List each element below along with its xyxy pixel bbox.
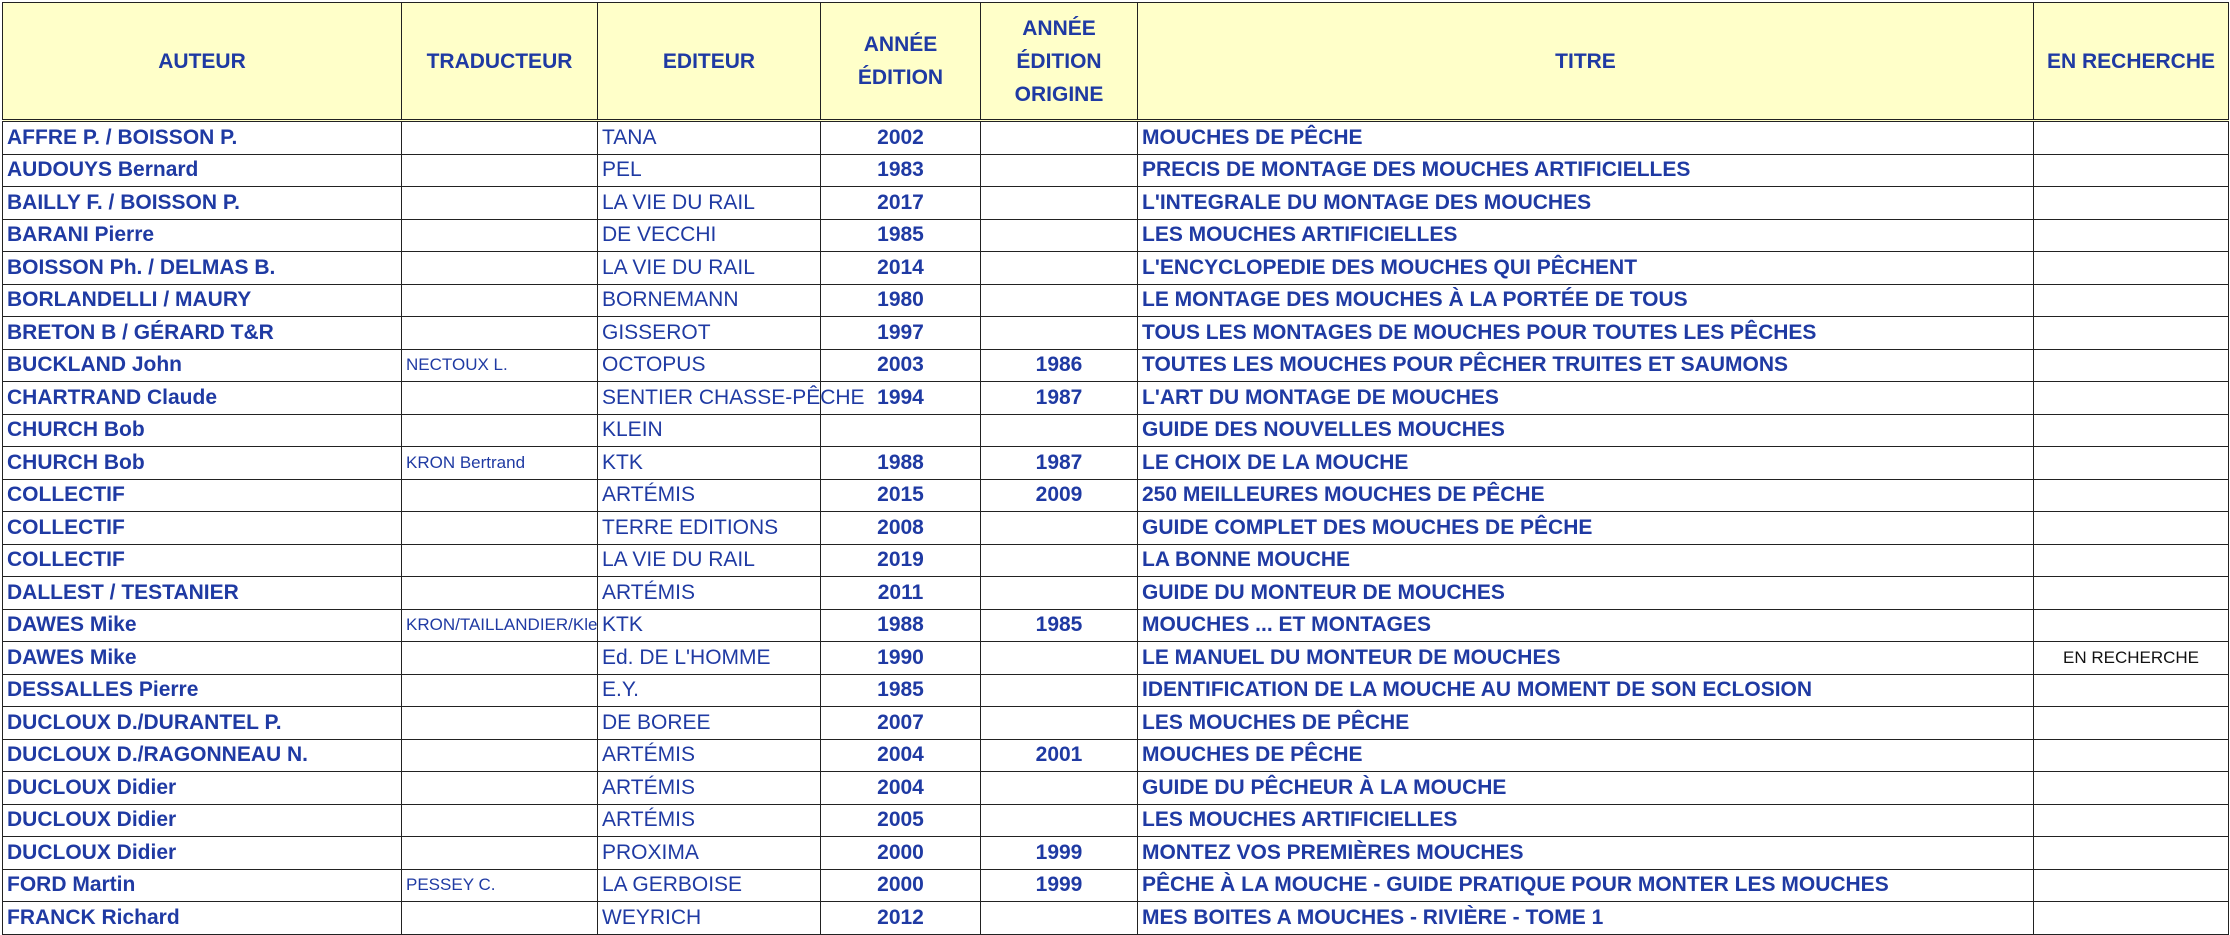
cell-traducteur[interactable] xyxy=(402,187,598,220)
cell-en-recherche[interactable] xyxy=(2034,739,2229,772)
cell-en-recherche[interactable] xyxy=(2034,902,2229,935)
cell-annee-edition[interactable]: 2005 xyxy=(821,804,981,837)
cell-auteur[interactable]: DUCLOUX Didier xyxy=(3,772,402,805)
cell-traducteur[interactable]: PESSEY C. xyxy=(402,869,598,902)
header-en-recherche[interactable]: EN RECHERCHE xyxy=(2034,3,2229,121)
cell-en-recherche[interactable] xyxy=(2034,609,2229,642)
cell-editeur[interactable]: ARTÉMIS xyxy=(598,577,821,610)
cell-en-recherche[interactable] xyxy=(2034,414,2229,447)
table-row[interactable] xyxy=(3,382,2229,415)
cell-titre[interactable]: PÊCHE À LA MOUCHE - GUIDE PRATIQUE POUR MONTER LES MOUCHES xyxy=(1138,869,2034,902)
cell-traducteur[interactable] xyxy=(402,284,598,317)
cell-annee-origine[interactable] xyxy=(981,154,1138,187)
cell-annee-origine[interactable] xyxy=(981,642,1138,675)
table-row[interactable] xyxy=(3,284,2229,317)
table-row[interactable] xyxy=(3,187,2229,220)
cell-annee-origine[interactable] xyxy=(981,902,1138,935)
cell-en-recherche[interactable] xyxy=(2034,674,2229,707)
cell-traducteur[interactable] xyxy=(402,577,598,610)
cell-annee-origine[interactable] xyxy=(981,674,1138,707)
cell-traducteur[interactable] xyxy=(402,544,598,577)
header-auteur[interactable]: AUTEUR xyxy=(3,3,402,121)
cell-titre[interactable]: LES MOUCHES ARTIFICIELLES xyxy=(1138,219,2034,252)
cell-annee-edition[interactable]: 2014 xyxy=(821,252,981,285)
cell-traducteur[interactable] xyxy=(402,252,598,285)
cell-auteur[interactable]: AUDOUYS Bernard xyxy=(3,154,402,187)
cell-annee-origine[interactable] xyxy=(981,804,1138,837)
table-row[interactable] xyxy=(3,544,2229,577)
table-row[interactable] xyxy=(3,609,2229,642)
cell-en-recherche[interactable] xyxy=(2034,349,2229,382)
cell-annee-edition[interactable]: 2004 xyxy=(821,739,981,772)
cell-annee-origine[interactable]: 2009 xyxy=(981,479,1138,512)
cell-annee-edition[interactable]: 2002 xyxy=(821,121,981,155)
cell-titre[interactable]: LES MOUCHES ARTIFICIELLES xyxy=(1138,804,2034,837)
cell-editeur[interactable]: WEYRICH xyxy=(598,902,821,935)
cell-auteur[interactable]: BOISSON Ph. / DELMAS B. xyxy=(3,252,402,285)
cell-auteur[interactable]: COLLECTIF xyxy=(3,512,402,545)
header-annee-origine-line-2: ÉDITION xyxy=(1016,49,1102,73)
cell-annee-origine[interactable] xyxy=(981,187,1138,220)
cell-titre[interactable]: GUIDE DES NOUVELLES MOUCHES xyxy=(1138,414,2034,447)
cell-en-recherche[interactable] xyxy=(2034,544,2229,577)
cell-titre[interactable]: MOUCHES DE PÊCHE xyxy=(1138,739,2034,772)
cell-titre[interactable]: GUIDE DU MONTEUR DE MOUCHES xyxy=(1138,577,2034,610)
cell-auteur[interactable]: DESSALLES Pierre xyxy=(3,674,402,707)
cell-titre[interactable]: MONTEZ VOS PREMIÈRES MOUCHES xyxy=(1138,837,2034,870)
header-traducteur[interactable]: TRADUCTEUR xyxy=(402,3,598,121)
cell-traducteur[interactable] xyxy=(402,414,598,447)
cell-titre[interactable]: LE MONTAGE DES MOUCHES À LA PORTÉE DE TOUS xyxy=(1138,284,2034,317)
cell-auteur[interactable]: BORLANDELLI / MAURY xyxy=(3,284,402,317)
table-row[interactable] xyxy=(3,154,2229,187)
cell-annee-edition[interactable]: 2011 xyxy=(821,577,981,610)
cell-en-recherche[interactable] xyxy=(2034,512,2229,545)
cell-auteur[interactable]: DAWES Mike xyxy=(3,642,402,675)
cell-editeur[interactable]: ARTÉMIS xyxy=(598,479,821,512)
cell-annee-edition[interactable]: 2000 xyxy=(821,837,981,870)
cell-auteur[interactable]: DUCLOUX Didier xyxy=(3,804,402,837)
table-row[interactable] xyxy=(3,674,2229,707)
header-annee-origine-line-1: ANNÉE xyxy=(1022,16,1096,40)
table-row[interactable] xyxy=(3,739,2229,772)
cell-editeur[interactable]: BORNEMANN xyxy=(598,284,821,317)
cell-editeur[interactable]: E.Y. xyxy=(598,674,821,707)
cell-auteur[interactable]: FORD Martin xyxy=(3,869,402,902)
cell-annee-edition[interactable]: 2007 xyxy=(821,707,981,740)
cell-editeur[interactable]: LA VIE DU RAIL xyxy=(598,544,821,577)
cell-traducteur[interactable] xyxy=(402,674,598,707)
cell-annee-edition[interactable]: 1994 xyxy=(821,382,981,415)
table-row[interactable] xyxy=(3,837,2229,870)
cell-auteur[interactable]: FRANCK Richard xyxy=(3,902,402,935)
cell-titre[interactable]: MOUCHES DE PÊCHE xyxy=(1138,121,2034,155)
cell-annee-origine[interactable] xyxy=(981,772,1138,805)
books-table xyxy=(2,2,2229,935)
cell-annee-origine[interactable] xyxy=(981,284,1138,317)
cell-annee-edition[interactable]: 1983 xyxy=(821,154,981,187)
cell-titre[interactable]: MES BOITES A MOUCHES - RIVIÈRE - TOME 1 xyxy=(1138,902,2034,935)
table-row[interactable] xyxy=(3,642,2229,675)
cell-traducteur[interactable]: NECTOUX L. xyxy=(402,349,598,382)
cell-titre[interactable]: 250 MEILLEURES MOUCHES DE PÊCHE xyxy=(1138,479,2034,512)
cell-auteur[interactable]: DAWES Mike xyxy=(3,609,402,642)
cell-en-recherche[interactable] xyxy=(2034,252,2229,285)
cell-annee-edition[interactable]: 2015 xyxy=(821,479,981,512)
cell-annee-edition[interactable]: 1985 xyxy=(821,674,981,707)
cell-traducteur[interactable] xyxy=(402,219,598,252)
cell-auteur[interactable]: BRETON B / GÉRARD T&R xyxy=(3,317,402,350)
cell-titre[interactable]: L'ART DU MONTAGE DE MOUCHES xyxy=(1138,382,2034,415)
cell-en-recherche[interactable] xyxy=(2034,707,2229,740)
cell-editeur[interactable]: ARTÉMIS xyxy=(598,772,821,805)
table-row[interactable] xyxy=(3,317,2229,350)
cell-annee-origine[interactable]: 1987 xyxy=(981,382,1138,415)
cell-en-recherche[interactable] xyxy=(2034,772,2229,805)
cell-annee-origine[interactable]: 1999 xyxy=(981,837,1138,870)
cell-editeur[interactable]: ARTÉMIS xyxy=(598,804,821,837)
cell-editeur[interactable]: GISSEROT xyxy=(598,317,821,350)
cell-traducteur[interactable] xyxy=(402,317,598,350)
cell-en-recherche[interactable] xyxy=(2034,382,2229,415)
cell-annee-origine[interactable] xyxy=(981,317,1138,350)
cell-annee-origine[interactable]: 2001 xyxy=(981,739,1138,772)
cell-annee-edition[interactable]: 1990 xyxy=(821,642,981,675)
table-row[interactable] xyxy=(3,479,2229,512)
table-row[interactable] xyxy=(3,772,2229,805)
table-row[interactable] xyxy=(3,121,2229,155)
cell-editeur[interactable]: PROXIMA xyxy=(598,837,821,870)
cell-en-recherche[interactable]: EN RECHERCHE xyxy=(2034,642,2229,675)
cell-titre[interactable]: PRECIS DE MONTAGE DES MOUCHES ARTIFICIELLES xyxy=(1138,154,2034,187)
cell-titre[interactable]: IDENTIFICATION DE LA MOUCHE AU MOMENT DE SON ECLOSION xyxy=(1138,674,2034,707)
cell-en-recherche[interactable] xyxy=(2034,479,2229,512)
cell-editeur[interactable]: Ed. DE L'HOMME xyxy=(598,642,821,675)
cell-editeur[interactable]: OCTOPUS xyxy=(598,349,821,382)
cell-annee-origine[interactable] xyxy=(981,707,1138,740)
table-row[interactable] xyxy=(3,447,2229,480)
cell-auteur[interactable]: AFFRE P. / BOISSON P. xyxy=(3,121,402,155)
cell-en-recherche[interactable] xyxy=(2034,804,2229,837)
cell-auteur[interactable]: COLLECTIF xyxy=(3,544,402,577)
cell-editeur[interactable]: TANA xyxy=(598,121,821,155)
cell-en-recherche[interactable] xyxy=(2034,869,2229,902)
cell-titre[interactable]: LES MOUCHES DE PÊCHE xyxy=(1138,707,2034,740)
cell-annee-origine[interactable]: 1987 xyxy=(981,447,1138,480)
cell-traducteur[interactable] xyxy=(402,837,598,870)
cell-traducteur[interactable] xyxy=(402,739,598,772)
cell-traducteur[interactable] xyxy=(402,902,598,935)
cell-titre[interactable]: GUIDE DU PÊCHEUR À LA MOUCHE xyxy=(1138,772,2034,805)
cell-editeur[interactable]: SENTIER CHASSE-PÊCHE xyxy=(598,382,821,415)
table-row[interactable] xyxy=(3,252,2229,285)
cell-annee-edition[interactable]: 2008 xyxy=(821,512,981,545)
table-row[interactable] xyxy=(3,219,2229,252)
cell-annee-origine[interactable] xyxy=(981,252,1138,285)
cell-annee-origine[interactable]: 1986 xyxy=(981,349,1138,382)
cell-annee-edition[interactable]: 1988 xyxy=(821,447,981,480)
header-annee-edition[interactable] xyxy=(821,3,981,121)
cell-editeur[interactable]: PEL xyxy=(598,154,821,187)
cell-auteur[interactable]: BARANI Pierre xyxy=(3,219,402,252)
cell-editeur[interactable]: LA GERBOISE xyxy=(598,869,821,902)
cell-en-recherche[interactable] xyxy=(2034,447,2229,480)
cell-annee-edition[interactable]: 2000 xyxy=(821,869,981,902)
table-row[interactable] xyxy=(3,707,2229,740)
cell-editeur[interactable]: ARTÉMIS xyxy=(598,739,821,772)
cell-traducteur[interactable] xyxy=(402,512,598,545)
cell-annee-edition[interactable]: 1980 xyxy=(821,284,981,317)
cell-en-recherche[interactable] xyxy=(2034,121,2229,155)
cell-traducteur[interactable] xyxy=(402,121,598,155)
table-row[interactable] xyxy=(3,414,2229,447)
cell-editeur[interactable]: KTK xyxy=(598,447,821,480)
header-annee-origine-line-3: ORIGINE xyxy=(1014,82,1104,106)
cell-annee-origine[interactable] xyxy=(981,512,1138,545)
table-row[interactable] xyxy=(3,804,2229,837)
cell-auteur[interactable]: DUCLOUX D./RAGONNEAU N. xyxy=(3,739,402,772)
cell-titre[interactable]: MOUCHES ... ET MONTAGES xyxy=(1138,609,2034,642)
cell-en-recherche[interactable] xyxy=(2034,154,2229,187)
cell-en-recherche[interactable] xyxy=(2034,219,2229,252)
cell-traducteur[interactable] xyxy=(402,154,598,187)
header-editeur[interactable]: EDITEUR xyxy=(598,3,821,121)
cell-traducteur[interactable]: KRON/TAILLANDIER/Kle xyxy=(402,609,598,642)
cell-annee-edition[interactable]: 1985 xyxy=(821,219,981,252)
cell-annee-edition[interactable]: 2004 xyxy=(821,772,981,805)
cell-auteur[interactable]: DUCLOUX D./DURANTEL P. xyxy=(3,707,402,740)
cell-en-recherche[interactable] xyxy=(2034,284,2229,317)
cell-traducteur[interactable] xyxy=(402,707,598,740)
cell-annee-origine[interactable] xyxy=(981,414,1138,447)
cell-annee-edition[interactable]: 2003 xyxy=(821,349,981,382)
header-annee-edition-origine[interactable] xyxy=(981,3,1138,121)
header-annee-edition-line-1: ANNÉE xyxy=(863,33,938,56)
cell-auteur[interactable]: CHURCH Bob xyxy=(3,447,402,480)
cell-traducteur[interactable] xyxy=(402,642,598,675)
cell-annee-edition[interactable]: 1997 xyxy=(821,317,981,350)
cell-annee-edition[interactable]: 2012 xyxy=(821,902,981,935)
header-annee-edition-line-2: ÉDITION xyxy=(857,66,944,89)
cell-editeur[interactable]: DE BOREE xyxy=(598,707,821,740)
cell-auteur[interactable]: DALLEST / TESTANIER xyxy=(3,577,402,610)
cell-titre[interactable]: LE CHOIX DE LA MOUCHE xyxy=(1138,447,2034,480)
cell-editeur[interactable]: DE VECCHI xyxy=(598,219,821,252)
cell-en-recherche[interactable] xyxy=(2034,577,2229,610)
cell-auteur[interactable]: CHURCH Bob xyxy=(3,414,402,447)
cell-auteur[interactable]: BUCKLAND John xyxy=(3,349,402,382)
table-row[interactable] xyxy=(3,512,2229,545)
cell-annee-origine[interactable] xyxy=(981,219,1138,252)
cell-en-recherche[interactable] xyxy=(2034,837,2229,870)
table-row[interactable] xyxy=(3,902,2229,935)
table-header xyxy=(3,3,2229,121)
cell-annee-edition[interactable]: 2019 xyxy=(821,544,981,577)
table-body xyxy=(3,121,2229,935)
cell-titre[interactable]: L'INTEGRALE DU MONTAGE DES MOUCHES xyxy=(1138,187,2034,220)
cell-annee-origine[interactable] xyxy=(981,577,1138,610)
cell-editeur[interactable]: LA VIE DU RAIL xyxy=(598,252,821,285)
cell-annee-edition[interactable]: 1988 xyxy=(821,609,981,642)
cell-auteur[interactable]: DUCLOUX Didier xyxy=(3,837,402,870)
cell-editeur[interactable]: LA VIE DU RAIL xyxy=(598,187,821,220)
cell-traducteur[interactable] xyxy=(402,772,598,805)
cell-titre[interactable]: TOUS LES MONTAGES DE MOUCHES POUR TOUTES LES PÊCHES xyxy=(1138,317,2034,350)
cell-en-recherche[interactable] xyxy=(2034,317,2229,350)
cell-auteur[interactable]: COLLECTIF xyxy=(3,479,402,512)
cell-traducteur[interactable] xyxy=(402,479,598,512)
cell-annee-origine[interactable]: 1985 xyxy=(981,609,1138,642)
table-row[interactable] xyxy=(3,577,2229,610)
cell-titre[interactable]: LA BONNE MOUCHE xyxy=(1138,544,2034,577)
cell-annee-origine[interactable]: 1999 xyxy=(981,869,1138,902)
cell-traducteur[interactable] xyxy=(402,382,598,415)
cell-annee-edition[interactable] xyxy=(821,414,981,447)
cell-titre[interactable]: TOUTES LES MOUCHES POUR PÊCHER TRUITES ET SAUMONS xyxy=(1138,349,2034,382)
cell-auteur[interactable]: CHARTRAND Claude xyxy=(3,382,402,415)
cell-annee-origine[interactable] xyxy=(981,121,1138,155)
cell-traducteur[interactable]: KRON Bertrand xyxy=(402,447,598,480)
header-titre[interactable]: TITRE xyxy=(1138,3,2034,121)
table-row[interactable] xyxy=(3,349,2229,382)
cell-annee-edition[interactable]: 2017 xyxy=(821,187,981,220)
cell-en-recherche[interactable] xyxy=(2034,187,2229,220)
table-row[interactable] xyxy=(3,869,2229,902)
cell-editeur[interactable]: TERRE EDITIONS xyxy=(598,512,821,545)
cell-auteur[interactable]: BAILLY F. / BOISSON P. xyxy=(3,187,402,220)
cell-titre[interactable]: GUIDE COMPLET DES MOUCHES DE PÊCHE xyxy=(1138,512,2034,545)
cell-annee-origine[interactable] xyxy=(981,544,1138,577)
header-row xyxy=(3,3,2229,121)
cell-traducteur[interactable] xyxy=(402,804,598,837)
cell-titre[interactable]: LE MANUEL DU MONTEUR DE MOUCHES xyxy=(1138,642,2034,675)
cell-editeur[interactable]: KLEIN xyxy=(598,414,821,447)
cell-editeur[interactable]: KTK xyxy=(598,609,821,642)
cell-titre[interactable]: L'ENCYCLOPEDIE DES MOUCHES QUI PÊCHENT xyxy=(1138,252,2034,285)
